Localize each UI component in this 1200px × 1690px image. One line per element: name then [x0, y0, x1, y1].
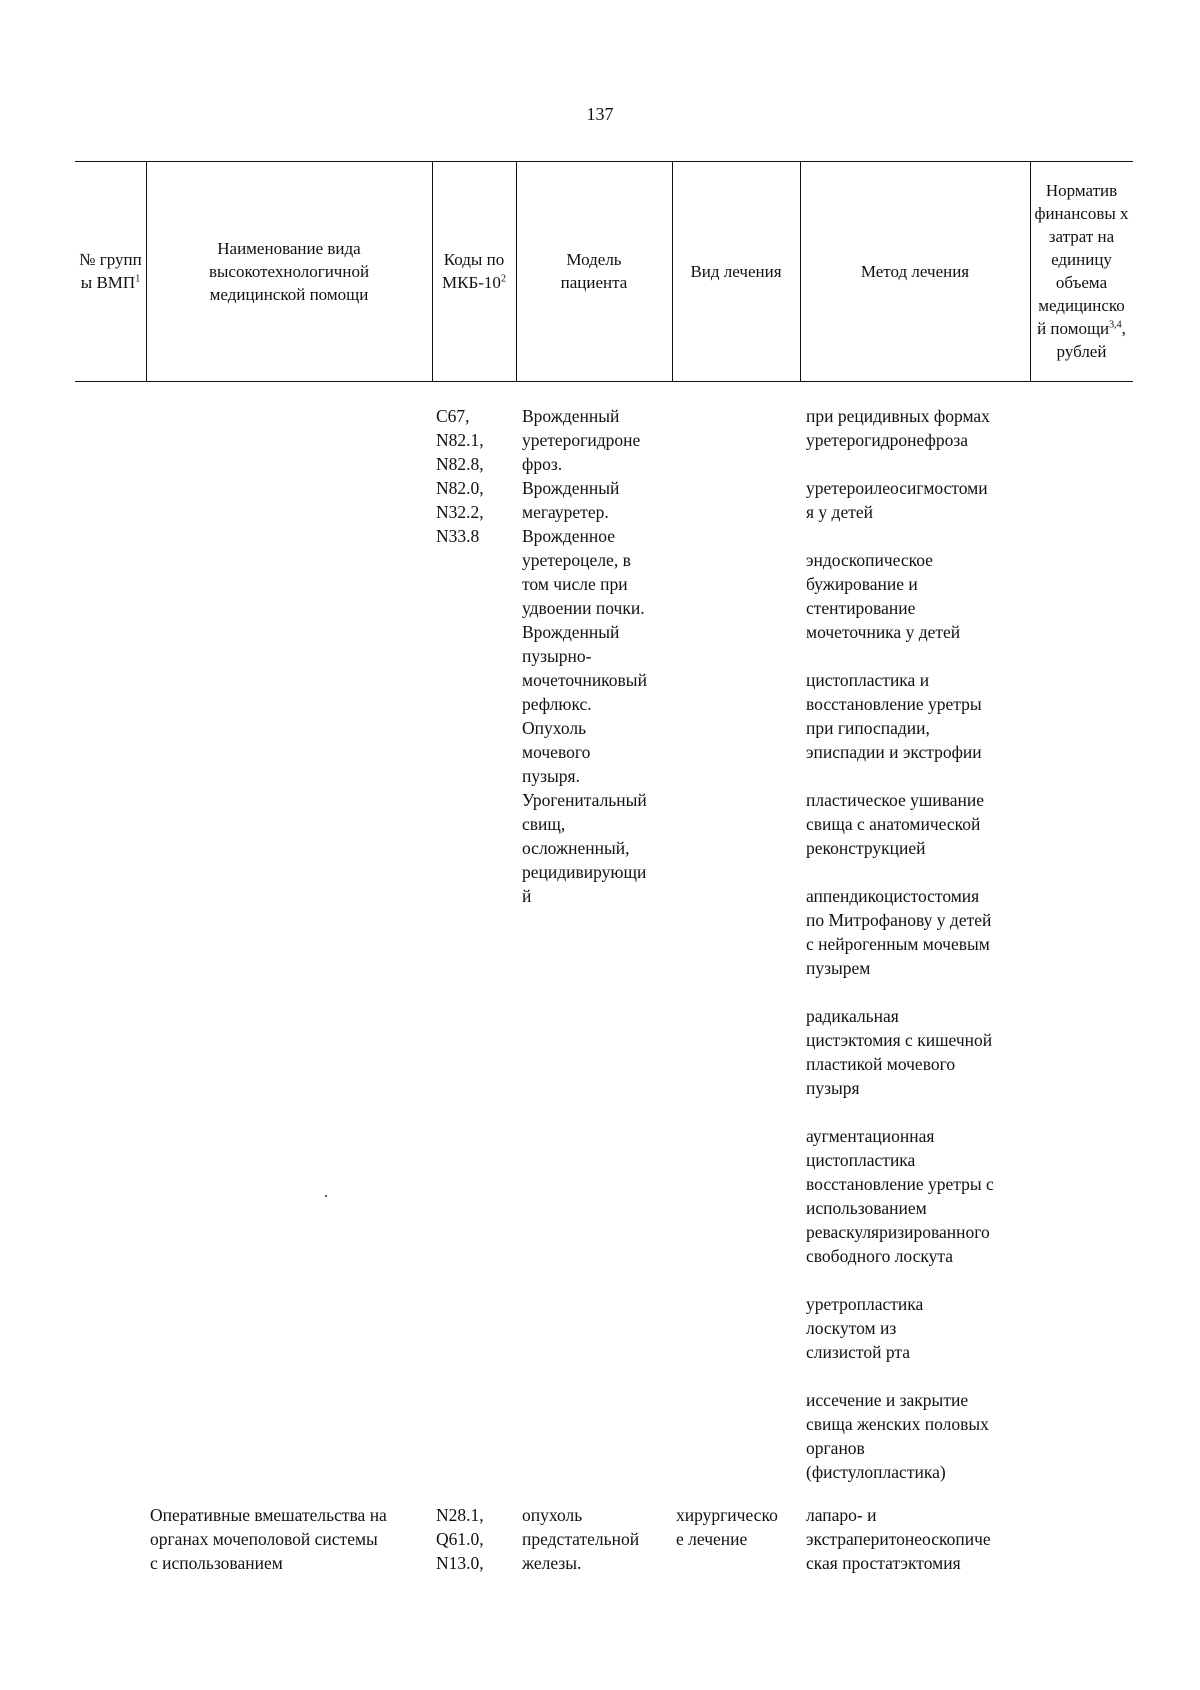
treatment-method-line: пластикой мочевого: [806, 1054, 956, 1074]
header-codes: [432, 161, 516, 381]
header-norm: [1030, 161, 1133, 381]
treatment-method-line: с нейрогенным мочевым: [806, 934, 990, 954]
method-spacer: [806, 644, 1030, 668]
header-codes-footnote: 2: [500, 273, 506, 285]
treatment-method-line: эписпадии и экстрофии: [806, 742, 982, 762]
treatment-method-line: иссечение и закрытие: [806, 1390, 969, 1410]
treatment-method-line: бужирование и: [806, 574, 918, 594]
header-group-no-label: № групп ы ВМП: [79, 250, 142, 292]
treatment-method-line: восстановление уретры с: [806, 1174, 994, 1194]
method-spacer: [806, 980, 1030, 1004]
row2-codes: N28.1, Q61.0, N13.0,: [436, 1505, 484, 1573]
row1-codes: С67, N82.1, N82.8, N82.0, N32.2, N33.8: [436, 406, 484, 546]
treatment-method-line: аппендикоцистостомия: [806, 886, 980, 906]
row1-patient-model: Врожденный уретерогидроне фроз. Врожденный мегауретер. Врожденное уретероцеле, в том числе при удвоении почки. Врожденный пузырно- мочеточниковый рефлюкс. Опухоль мочевого пузыря. Урогенитальный свищ, осложненный, рецидивирующи й: [522, 406, 647, 906]
treatment-method-line: восстановление уретры: [806, 694, 982, 714]
treatment-method-line: при рецидивных формах: [806, 406, 990, 426]
header-codes-label: Коды по МКБ-10: [442, 250, 505, 292]
treatment-method-line: свища с анатомической: [806, 814, 981, 834]
method-spacer: [806, 452, 1030, 476]
treatment-method-line: по Митрофанову у детей: [806, 910, 992, 930]
header-name: [146, 161, 432, 381]
header-treatment-type: [672, 161, 800, 381]
treatment-method-line: стентирование: [806, 598, 916, 618]
method-spacer: [806, 860, 1030, 884]
table-header-bottom-border: [75, 381, 1133, 382]
header-name-label: Наименование вида высокотехнологичной медицинской помощи: [208, 238, 370, 304]
header-norm-footnote: 3,4: [1109, 319, 1122, 331]
treatment-method-line: аугментационная: [806, 1126, 935, 1146]
treatment-method-line: радикальная: [806, 1006, 899, 1026]
treatment-method-line: цистопластика: [806, 1150, 916, 1170]
treatment-method-line: лоскутом из: [806, 1318, 897, 1338]
header-group-no: [75, 161, 146, 381]
header-treatment-type-label: Вид лечения: [690, 261, 782, 281]
page-number: 137: [586, 104, 614, 124]
method-spacer: [806, 524, 1030, 548]
row2-method: лапаро- и экстраперитонеоскопиче ская простатэктомия: [806, 1505, 991, 1573]
treatment-method-line: пластическое ушивание: [806, 790, 985, 810]
method-spacer: [806, 764, 1030, 788]
header-patient-model-label: Модель пациента: [560, 250, 628, 292]
treatment-method-line: я у детей: [806, 502, 874, 522]
header-treatment-method-label: Метод лечения: [860, 261, 970, 281]
treatment-method-line: эндоскопическое: [806, 550, 933, 570]
row2-treatment-type: хирургическо е лечение: [676, 1505, 778, 1549]
treatment-method-line: реваскуляризированного: [806, 1222, 990, 1242]
treatment-method-line: цистэктомия с кишечной: [806, 1030, 993, 1050]
method-spacer: [806, 1268, 1030, 1292]
treatment-method-line: свища женских половых: [806, 1414, 989, 1434]
header-norm-label: Норматив финансовы х затрат на единицу объема медицинско й помощи: [1034, 181, 1129, 338]
treatment-method-line: свободного лоскута: [806, 1246, 954, 1266]
treatment-method-line: пузырем: [806, 958, 871, 978]
treatment-method-line: уретропластика: [806, 1294, 924, 1314]
treatment-method-line: использованием: [806, 1198, 927, 1218]
treatment-method-line: реконструкцией: [806, 838, 926, 858]
treatment-method-line: мочеточника у детей: [806, 622, 961, 642]
treatment-method-line: цистопластика и: [806, 670, 930, 690]
treatment-method-line: органов: [806, 1438, 865, 1458]
header-patient-model: [516, 161, 672, 381]
treatment-method-line: уретероилеосигмостоми: [806, 478, 988, 498]
method-spacer: [806, 1100, 1030, 1124]
treatment-method-line: (фистулопластика): [806, 1462, 946, 1482]
row2-patient-model: опухоль предстательной железы.: [522, 1505, 640, 1573]
method-spacer: [806, 1364, 1030, 1388]
header-treatment-method: [800, 161, 1030, 381]
treatment-method-line: пузыря: [806, 1078, 860, 1098]
row1-treatment-methods: [806, 404, 1030, 1484]
treatment-method-line: слизистой рта: [806, 1342, 910, 1362]
header-group-no-footnote: 1: [135, 273, 141, 285]
treatment-method-line: при гипоспадии,: [806, 718, 930, 738]
treatment-method-line: уретерогидронефроза: [806, 430, 968, 450]
header-norm-tail: , рублей: [1056, 319, 1126, 361]
scan-speck: [325, 1195, 327, 1197]
row2-name: Оперативные вмешательства на органах мочеполовой системы с использованием: [150, 1505, 387, 1573]
